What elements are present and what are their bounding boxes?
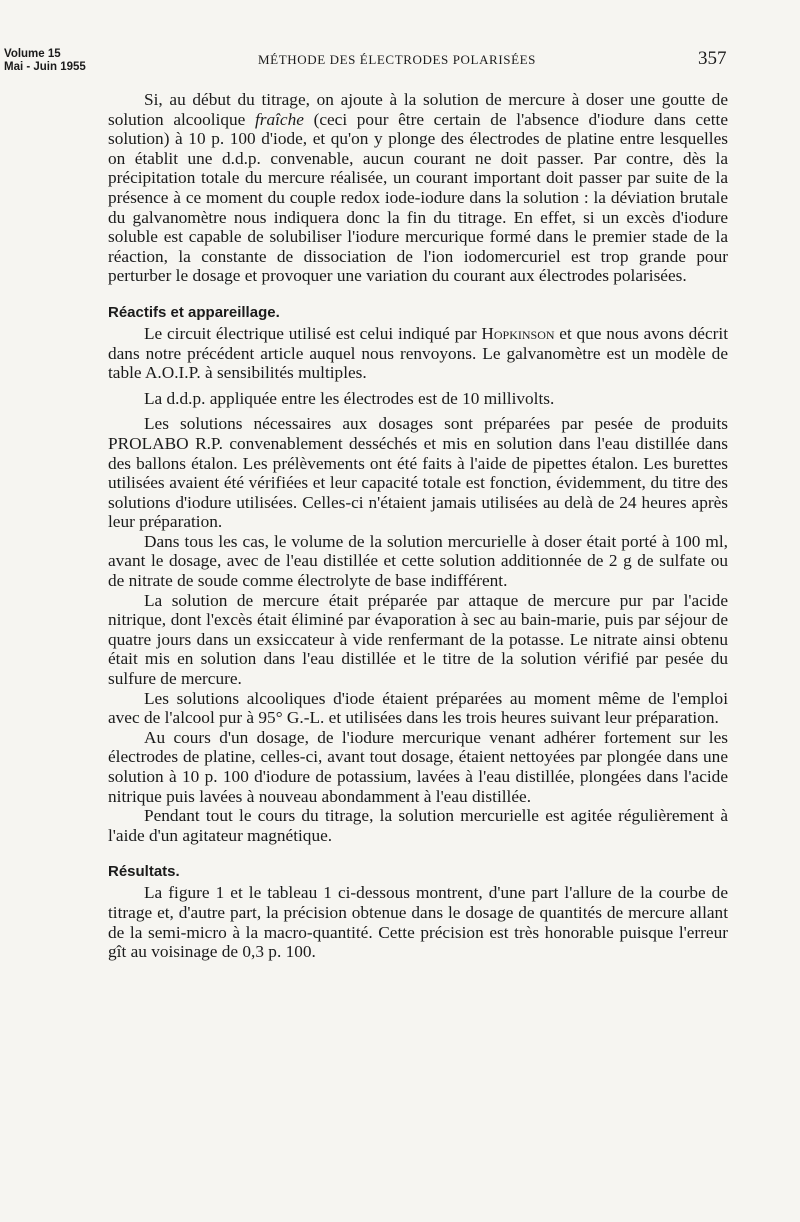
paragraph: Le circuit électrique utilisé est celui indiqué par Hopkinson et que nous avons décrit dans notre précédent article auquel nous renvoyons. Le galvanomètre est un modèle de table A.O.I.P. à sensibilités multiples. (108, 323, 729, 383)
volume-label: Volume 15 (4, 48, 61, 60)
article-body (108, 90, 728, 962)
paragraph: Les solutions nécessaires aux dosages sont préparées par pesée de produits PROLABO R.P. convenablement desséchés et mis en solution dans l'eau distillée dans des ballons étalon. Les prélèvements ont été faits à l'aide de pipettes étalon. Les burettes utilisées avaient été vérifiées et leur capacité totale est fonction, évidemment, du titre des solutions d'iodure utilisées. Celles-ci n'étaient jamais utilisées au delà de 24 heures après leur préparation. (108, 414, 728, 532)
page-header (0, 48, 800, 88)
section-heading-resultats: Résultats. (108, 863, 180, 881)
paragraph: Pendant tout le cours du titrage, la solution mercurielle est agitée régulièrement à l'aide d'un agitateur magnétique. (108, 806, 728, 845)
paragraph: La figure 1 et le tableau 1 ci-dessous montrent, d'une part l'allure de la courbe de titrage et, d'autre part, la précision obtenue dans le dosage de quantités de mercure allant de la semi-micro à la macro-quantité. Cette précision est très honorable puisque l'erreur gît au voisinage de 0,3 p. 100. (108, 883, 728, 962)
emphasis-fraiche: fraîche (254, 109, 304, 129)
author-name: Hopkinson (481, 323, 555, 343)
paragraph: Au cours d'un dosage, de l'iodure mercurique venant adhérer fortement sur les électrodes de platine, celles-ci, avant tout dosage, étaient nettoyées par plongée dans une solution à 10 p. 100 d'iodure de potassium, lavées à l'eau distillée, plongées dans l'acide nitrique puis lavées à nouveau abondamment à l'eau distillée. (108, 727, 728, 806)
paragraph: Dans tous les cas, le volume de la solution mercurielle à doser était porté à 100 ml, avant le dosage, avec de l'eau distillée et cette solution additionnée de 2 g de sulfate ou de nitrate de soude comme électrolyte de base indifférent. (108, 531, 728, 591)
issue-date: Mai - Juin 1955 (4, 61, 86, 73)
running-title: MÉTHODE DES ÉLECTRODES POLARISÉES (258, 52, 536, 67)
issue-info (4, 48, 86, 74)
paragraph: La d.d.p. appliquée entre les électrodes est de 10 millivolts. (144, 388, 555, 408)
section-heading-reactifs: Réactifs et appareillage. (108, 303, 280, 321)
paragraph: Les solutions alcooliques d'iode étaient préparées au moment même de l'emploi avec de l'alcool pur à 95° G.-L. et utilisées dans les trois heures suivant leur préparation. (108, 688, 728, 728)
paragraph: La solution de mercure était préparée par attaque de mercure pur par l'acide nitrique, dont l'excès était éliminé par évaporation à sec au bain-marie, puis par séjour de quatre jours dans un exsiccateur à vide renfermant de la potasse. Le nitrate ainsi obtenu était mis en solution dans l'eau distillée et le titre de la solution vérifié par pesée du sulfure de mercure. (108, 590, 728, 689)
page-number: 357 (698, 48, 727, 69)
intro-paragraph: Si, au début du titrage, on ajoute à la solution de mercure à doser une goutte de solution alcoolique fraîche (ceci pour être certain de l'absence d'iodure dans cette solution) à 10 p. 100 d'iode, et qu'on y plonge des électrodes de platine entre lesquelles on établit une d.d.p. convenable, aucun courant ne doit passer. Par contre, dès la précipitation totale du mercure réalisée, un courant important doit passer par suite de la présence à ce moment du couple redox iode-iodure dans la solution : la déviation brutale du galvanomètre nous indiquera donc la fin du titrage. En effet, si un excès d'iodure soluble est capable de solubiliser l'iodure mercurique formé dans le premier stade de la réaction, la constante de dissociation de l'ion iodomercuriel est trop grande pour perturber le dosage et provoquer une variation du courant aux électrodes polarisées. (108, 90, 728, 286)
